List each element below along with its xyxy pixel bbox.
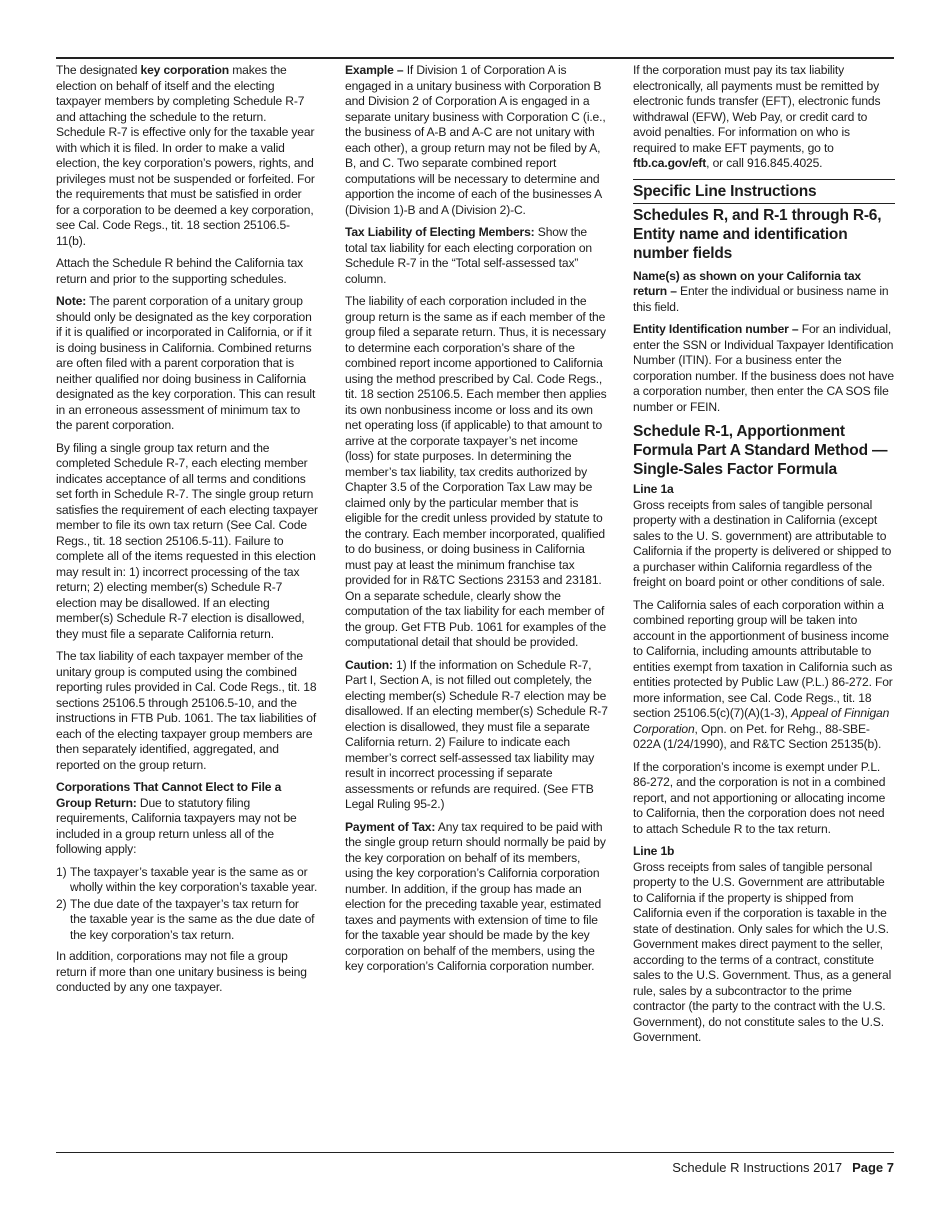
paragraph-california-sales: The California sales of each corporation within a combined reporting group will be taken into account in the apportionment of business income to California, including amounts attributable to entities exempt from taxation in California such as entities protected by Public Law (P.L.) 86-272. For more information, see Cal. Code Regs., tit. 18 section 25106.5(c)(7)(A)(1-3), Appeal of Finnigan Corporation, Opn. on Pet. for Rehg., 88-SBE-022A (1/24/1990), and R&TC Section 25135(b). bbox=[633, 597, 893, 751]
page-footer bbox=[672, 1160, 894, 1175]
column-left bbox=[56, 63, 318, 1003]
paragraph-cannot-elect: Corporations That Cannot Elect to File a Group Return: Due to statutory filing requirements, California taxpayers may not be included in a group return unless all of the following apply: bbox=[56, 780, 297, 856]
column-middle bbox=[345, 63, 608, 982]
eft-link[interactable]: ftb.ca.gov/eft bbox=[633, 156, 707, 170]
footer-doc-title: Schedule R Instructions 2017 bbox=[672, 1160, 843, 1175]
page-number: Page 7 bbox=[852, 1160, 894, 1175]
paragraph-key-corporation: The designated key corporation makes the election on behalf of itself and the electing taxpayer members by completing Schedule R-7 and attaching the schedule to the return. Schedule R-7 is effective only for the taxable year with which it is filed. In order to make a valid election, the key corporation’s powers, rights, and privileges must not be suspended or forfeited. For the requirements that must be satisfied in order for a corporation to be deemed a key corporation, see Cal. Code Regs., tit. 18 section 25106.5-11(b). bbox=[56, 63, 315, 248]
heading-entity-fields: Schedules R, and R-1 through R-6, Entity name and identification number fields bbox=[633, 206, 882, 262]
paragraph-unitary-business: In addition, corporations may not file a group return if more than one unitary business is being conducted by any one taxpayer. bbox=[56, 949, 307, 994]
paragraph-pl-86-272: If the corporation’s income is exempt under P.L. 86-272, and the corporation is not in a combined report, and not apportioning or allocating income to California, then the corporation does not need to attach Schedule R to the tax return. bbox=[633, 759, 886, 836]
heading-schedule-r1: Schedule R-1, Apportionment Formula Part A Standard Method — Single-Sales Factor Formula bbox=[633, 423, 888, 478]
paragraph-tax-liability-electing: Tax Liability of Electing Members: Show the total tax liability for each electing corporation on Schedule R-7 in the “Total self-assessed tax” column. bbox=[345, 225, 592, 286]
requirements-list bbox=[56, 865, 318, 944]
paragraph-liability-computation: The liability of each corporation included in the group return is the same as if each member of the group filed a separate return. Thus, it is necessary to determine each corporation’s share of the combined report income apportioned to California using the method prescribed by Cal. Code Regs., tit. 18 section 25106.5. Each member then applies its own nonbusiness income or loss and its own net operating loss (if applicable) to that amount to arrive at the corporate taxpayer’s net income (loss) for state purposes. In determining the member’s tax liability, tax credits authorized by Chapter 3.5 of the Corporation Tax Law may be claimed only by the particular member that is eligible for the credit unless provided by statute to the contrary. Each member incorporated, qualified to do business, or doing business in California must pay at least the minimum franchise tax provided for in R&TC Sections 23153 and 23181. On a separate schedule, clearly show the computation of the tax liability for each member of the group. Get FTB Pub. 1061 for examples of the computational detail that should be provided. bbox=[345, 294, 607, 649]
paragraph-note: Note: The parent corporation of a unitary group should only be designated as the key corporation if it is qualified or incorporated in California, or if it is doing business in California. Combined returns are often filed with a parent corporation that is neither qualified nor doing business in California designated as the key corporation. This can result in an erroneous assessment of minimum tax to the parent corporation. bbox=[56, 294, 316, 432]
paragraph-example: Example – If Division 1 of Corporation A is engaged in a unitary business with Corporation B and Division 2 of Corporation A is engaged in a separate unitary business with Corporation C (i.e., the business of A-B and A-C are not unitary with each other), a group return may not be filed by A, B, and C. Two separate combined report computations will be necessary to determine and apportion the income of each of the businesses A (Division 1)-B and A (Division 2)-C. bbox=[345, 63, 606, 217]
paragraph-name-field: Name(s) as shown on your California tax return – Enter the individual or business name in this field. bbox=[633, 268, 889, 314]
heading-specific-line-instructions: Specific Line Instructions bbox=[633, 182, 817, 200]
paragraph-line-1b: Line 1b Gross receipts from sales of tangible personal property to the U.S. Government are attributable to California if the property is shipped from California even if the corporation is taxable in the state of destination. Only sales for which the U.S. Government makes direct payment to the seller, according to the terms of a contract, constitute sales to the U.S. Government. Thus, as a general rule, sales by a subcontractor to the prime contractor (the party to the contract with the U.S. Government), do not constitute sales to the U.S. Government. bbox=[633, 844, 892, 1044]
top-rule bbox=[56, 57, 894, 59]
bottom-rule bbox=[56, 1152, 894, 1153]
column-right bbox=[633, 63, 895, 1053]
paragraph-payment-of-tax: Payment of Tax: Any tax required to be paid with the single group return should normally be paid by the key corporation on behalf of its members, using the key corporation’s California corporation number. In addition, if the group has made an election for the preceding taxable year, estimated taxes and payments with extension of time to file for the taxable year should be made by the key corporation on behalf of the members, using the key corporation’s California corporation number. bbox=[345, 819, 606, 973]
paragraph-entity-id: Entity Identification number – For an individual, enter the SSN or Individual Taxpayer Identification Number (ITIN). For a business enter the corporation number. If the business does not have a corporation number, then enter the CA SOS file number or FEIN. bbox=[633, 322, 894, 414]
paragraph-single-group-return: By filing a single group tax return and the completed Schedule R-7, each electing member indicates acceptance of all terms and conditions set forth in Schedule R-7. The single group return satisfies the requirement of each electing taxpayer member to file its own tax return (See Cal. Code Regs., tit. 18 section 25106.5-11). Failure to complete all of the items requested in this election may result in: 1) incorrect processing of the tax return; 2) electing member(s) Schedule R-7 election may be disallowed. If an electing member(s) Schedule R-7 election is disallowed, they must file a separate California return. bbox=[56, 440, 318, 641]
paragraph-eft: If the corporation must pay its tax liability electronically, all payments must be remitted by electronic funds transfer (EFT), electronic funds withdrawal (EFW), Web Pay, or credit card to avoid penalties. For information on who is required to make EFT payments, go to ftb.ca.gov/eft, or call 916.845.4025. bbox=[633, 63, 881, 170]
list-item: 2) The due date of the taxpayer’s tax return for the taxable year is the same as the due date of the key corporation’s tax return. bbox=[56, 896, 315, 942]
list-item: 1) The taxpayer’s taxable year is the same as or wholly within the key corporation’s taxable year. bbox=[56, 864, 318, 894]
paragraph-attach-schedule: Attach the Schedule R behind the California tax return and prior to the supporting schedules. bbox=[56, 256, 304, 286]
paragraph-tax-liability: The tax liability of each taxpayer member of the unitary group is computed using the combined reporting rules provided in Cal. Code Regs., tit. 18 sections 25106.5 through 25106.5-10, and the instructions in FTB Pub. 1061. The tax liabilities of each of the electing taxpayer group members are then separately identified, aggregated, and reported on the group return. bbox=[56, 649, 317, 772]
paragraph-line-1a: Line 1a Gross receipts from sales of tangible personal property with a destination in California (except sales to the U. S. government) are attributable to California if the property is delivered or shipped to a purchaser within California regardless of the freight on board point or other conditions of sale. bbox=[633, 482, 892, 589]
section-rule bbox=[633, 179, 895, 180]
paragraph-caution: Caution: 1) If the information on Schedule R-7, Part I, Section A, is not filled out completely, the electing member(s) Schedule R-7 election may be disallowed. If an electing member(s) Schedule R-7 election is disallowed, they must file a separate California return. 2) Failure to indicate each member’s correct self-assessed tax liability may result in incorrect processing if separate assessments or refunds are required. (See FTB Legal Ruling 95-2.) bbox=[345, 657, 608, 811]
section-rule bbox=[633, 203, 895, 204]
